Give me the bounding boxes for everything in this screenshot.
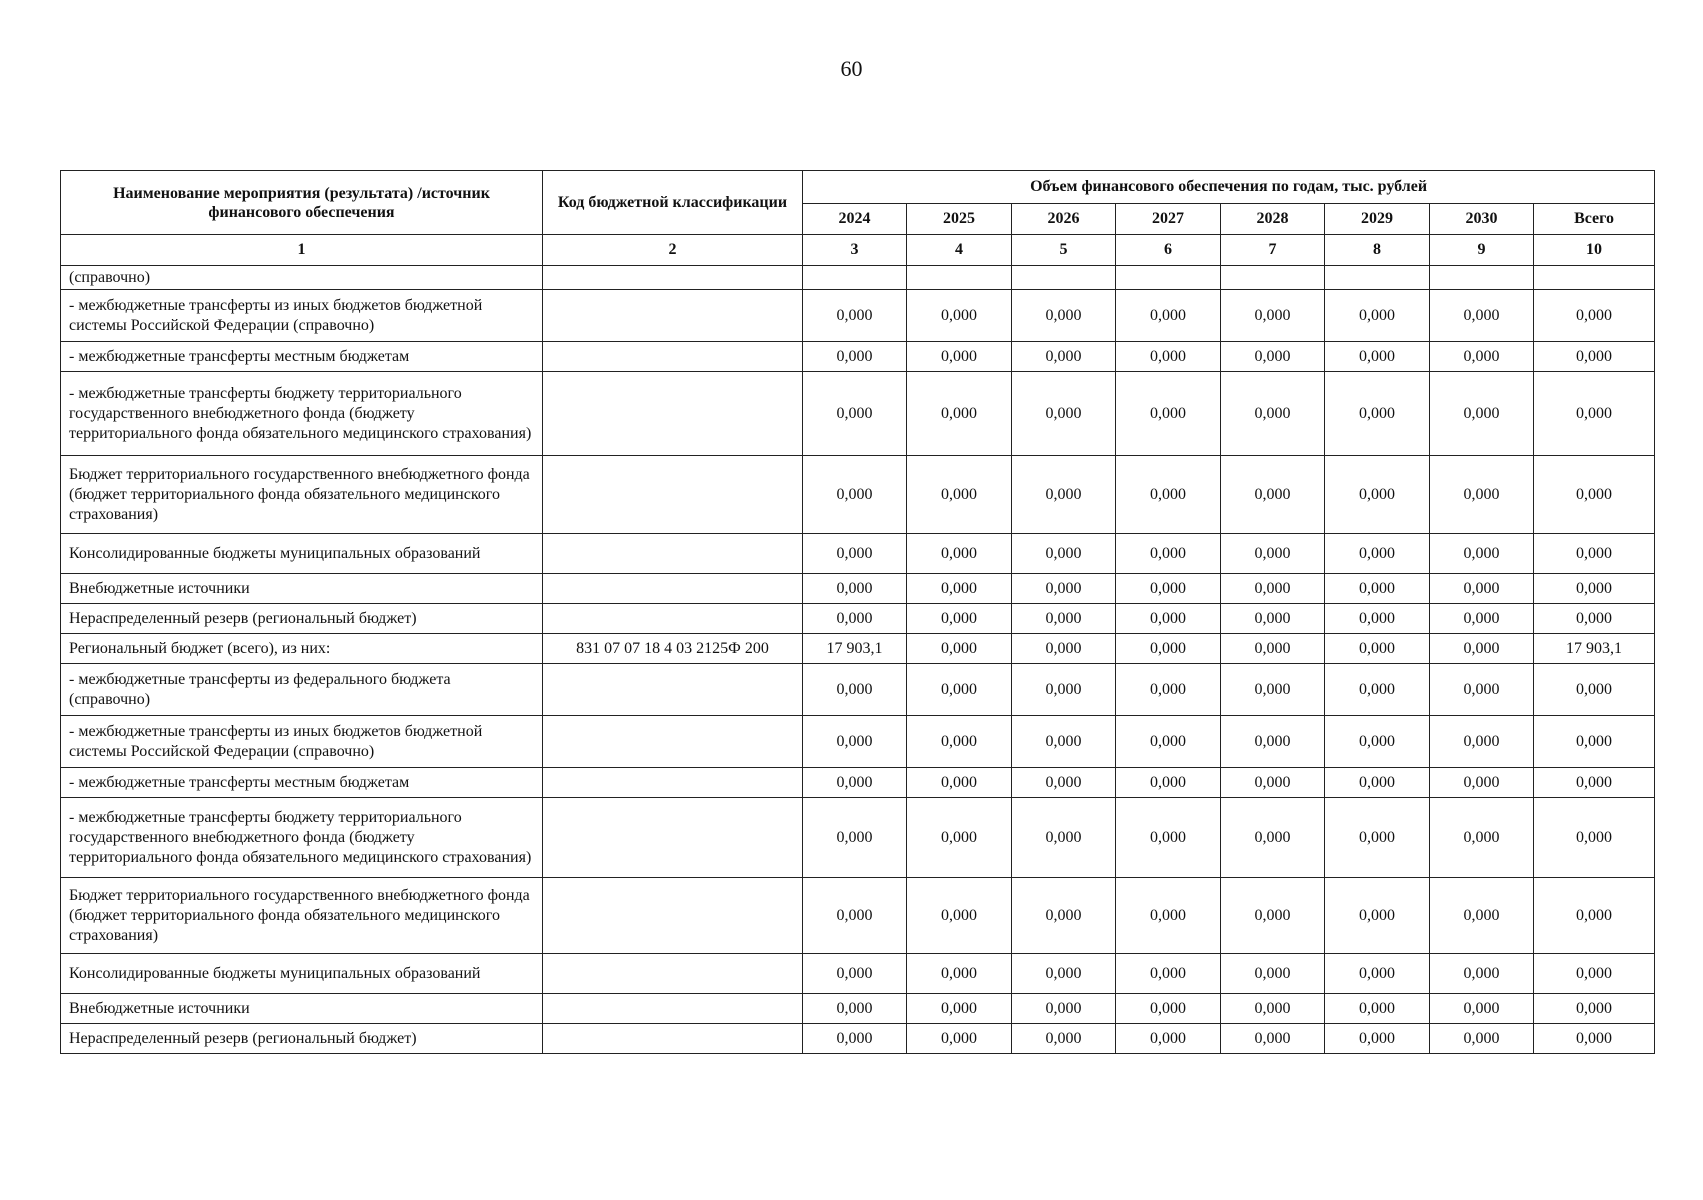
row-year-value: 0,000 xyxy=(1012,372,1116,456)
row-year-value: 0,000 xyxy=(1221,456,1325,534)
row-year-value: 0,000 xyxy=(1116,604,1221,634)
row-year-value: 17 903,1 xyxy=(803,634,907,664)
row-year-value: 0,000 xyxy=(1116,456,1221,534)
row-year-value: 0,000 xyxy=(803,604,907,634)
row-year-value xyxy=(1221,266,1325,290)
row-name: - межбюджетные трансферты местным бюджетам xyxy=(61,768,543,798)
column-index: 6 xyxy=(1116,235,1221,266)
row-year-value: 0,000 xyxy=(1430,1024,1534,1054)
row-year-value: 0,000 xyxy=(1325,1024,1430,1054)
row-year-value: 0,000 xyxy=(1325,878,1430,954)
row-year-value: 0,000 xyxy=(803,994,907,1024)
row-year-value: 0,000 xyxy=(1221,534,1325,574)
row-total-value: 0,000 xyxy=(1534,798,1655,878)
row-year-value: 0,000 xyxy=(1116,290,1221,342)
header-code: Код бюджетной классификации xyxy=(543,171,803,235)
row-name: Консолидированные бюджеты муниципальных образований xyxy=(61,534,543,574)
row-year-value: 0,000 xyxy=(1325,954,1430,994)
row-total-value: 0,000 xyxy=(1534,534,1655,574)
row-year-value: 0,000 xyxy=(907,534,1012,574)
row-year-value: 0,000 xyxy=(1430,534,1534,574)
row-name: Бюджет территориального государственного внебюджетного фонда (бюджет территориального фонда обязательного медицинского страхования) xyxy=(61,456,543,534)
row-year-value: 0,000 xyxy=(1325,574,1430,604)
row-year-value xyxy=(1012,266,1116,290)
row-name: - межбюджетные трансферты бюджету территориального государственного внебюджетного фонда (бюджету территориального фонда обязательного медицинского страхования) xyxy=(61,372,543,456)
row-year-value: 0,000 xyxy=(1325,798,1430,878)
table-row xyxy=(61,266,1655,290)
row-year-value: 0,000 xyxy=(1430,994,1534,1024)
table-row xyxy=(61,798,1655,878)
table-row xyxy=(61,574,1655,604)
row-year-value xyxy=(1325,266,1430,290)
row-year-value: 0,000 xyxy=(803,290,907,342)
row-year-value xyxy=(907,266,1012,290)
row-code xyxy=(543,604,803,634)
row-year-value: 0,000 xyxy=(1325,372,1430,456)
row-year-value: 0,000 xyxy=(1012,994,1116,1024)
table-row xyxy=(61,664,1655,716)
row-total-value: 0,000 xyxy=(1534,664,1655,716)
row-year-value: 0,000 xyxy=(1116,716,1221,768)
row-year-value: 0,000 xyxy=(907,954,1012,994)
row-year-value: 0,000 xyxy=(1012,664,1116,716)
row-total-value: 0,000 xyxy=(1534,372,1655,456)
row-code xyxy=(543,290,803,342)
row-name: Внебюджетные источники xyxy=(61,994,543,1024)
row-year-value: 0,000 xyxy=(803,798,907,878)
row-year-value xyxy=(803,266,907,290)
row-year-value: 0,000 xyxy=(1325,664,1430,716)
header-year: 2027 xyxy=(1116,204,1221,235)
table-row xyxy=(61,994,1655,1024)
row-year-value: 0,000 xyxy=(1430,634,1534,664)
row-year-value: 0,000 xyxy=(1012,768,1116,798)
table-row xyxy=(61,954,1655,994)
row-year-value: 0,000 xyxy=(1012,798,1116,878)
row-total-value: 0,000 xyxy=(1534,878,1655,954)
row-year-value: 0,000 xyxy=(1325,604,1430,634)
table-body xyxy=(61,266,1655,1054)
row-year-value: 0,000 xyxy=(1221,878,1325,954)
row-year-value: 0,000 xyxy=(1116,574,1221,604)
row-year-value: 0,000 xyxy=(1012,534,1116,574)
row-year-value: 0,000 xyxy=(1116,878,1221,954)
row-year-value: 0,000 xyxy=(803,456,907,534)
column-index: 10 xyxy=(1534,235,1655,266)
row-name: - межбюджетные трансферты местным бюджетам xyxy=(61,342,543,372)
row-year-value: 0,000 xyxy=(1116,342,1221,372)
row-total-value: 0,000 xyxy=(1534,716,1655,768)
row-code xyxy=(543,456,803,534)
row-year-value: 0,000 xyxy=(1221,994,1325,1024)
row-year-value: 0,000 xyxy=(907,994,1012,1024)
row-total-value: 0,000 xyxy=(1534,954,1655,994)
row-code xyxy=(543,716,803,768)
row-name: Региональный бюджет (всего), из них: xyxy=(61,634,543,664)
header-year: 2028 xyxy=(1221,204,1325,235)
row-year-value: 0,000 xyxy=(907,1024,1012,1054)
row-year-value: 0,000 xyxy=(1116,954,1221,994)
row-code xyxy=(543,994,803,1024)
row-year-value: 0,000 xyxy=(1221,664,1325,716)
row-name: Бюджет территориального государственного внебюджетного фонда (бюджет территориального фонда обязательного медицинского страхования) xyxy=(61,878,543,954)
row-code xyxy=(543,372,803,456)
row-year-value: 0,000 xyxy=(803,878,907,954)
header-year: 2029 xyxy=(1325,204,1430,235)
row-total-value: 0,000 xyxy=(1534,574,1655,604)
row-year-value: 0,000 xyxy=(907,574,1012,604)
row-year-value: 0,000 xyxy=(1325,994,1430,1024)
row-year-value: 0,000 xyxy=(1430,664,1534,716)
row-total-value: 0,000 xyxy=(1534,604,1655,634)
row-year-value: 0,000 xyxy=(1325,342,1430,372)
column-index: 8 xyxy=(1325,235,1430,266)
row-year-value: 0,000 xyxy=(1221,798,1325,878)
row-year-value: 0,000 xyxy=(1221,768,1325,798)
row-year-value: 0,000 xyxy=(1325,634,1430,664)
row-year-value: 0,000 xyxy=(907,342,1012,372)
table-row xyxy=(61,342,1655,372)
row-total-value: 17 903,1 xyxy=(1534,634,1655,664)
row-name: - межбюджетные трансферты из иных бюджетов бюджетной системы Российской Федерации (справочно) xyxy=(61,716,543,768)
row-year-value: 0,000 xyxy=(1116,372,1221,456)
row-name: - межбюджетные трансферты из иных бюджетов бюджетной системы Российской Федерации (справочно) xyxy=(61,290,543,342)
financing-table xyxy=(60,170,1655,1054)
row-year-value: 0,000 xyxy=(803,372,907,456)
row-total-value: 0,000 xyxy=(1534,290,1655,342)
row-year-value: 0,000 xyxy=(803,954,907,994)
row-year-value: 0,000 xyxy=(803,342,907,372)
row-year-value: 0,000 xyxy=(907,456,1012,534)
row-total-value: 0,000 xyxy=(1534,1024,1655,1054)
row-year-value: 0,000 xyxy=(803,716,907,768)
row-code xyxy=(543,954,803,994)
row-year-value: 0,000 xyxy=(1430,954,1534,994)
row-total-value: 0,000 xyxy=(1534,342,1655,372)
row-year-value: 0,000 xyxy=(1221,342,1325,372)
header-year: 2026 xyxy=(1012,204,1116,235)
row-name: (справочно) xyxy=(61,266,543,290)
row-year-value: 0,000 xyxy=(803,534,907,574)
column-index: 2 xyxy=(543,235,803,266)
row-year-value: 0,000 xyxy=(1221,290,1325,342)
row-year-value: 0,000 xyxy=(803,1024,907,1054)
row-total-value: 0,000 xyxy=(1534,768,1655,798)
row-code xyxy=(543,266,803,290)
table-row xyxy=(61,456,1655,534)
row-year-value: 0,000 xyxy=(1430,372,1534,456)
row-year-value: 0,000 xyxy=(1221,372,1325,456)
row-year-value: 0,000 xyxy=(1116,634,1221,664)
table-row xyxy=(61,604,1655,634)
row-year-value: 0,000 xyxy=(1325,768,1430,798)
column-index: 3 xyxy=(803,235,907,266)
row-year-value: 0,000 xyxy=(1325,290,1430,342)
column-index: 4 xyxy=(907,235,1012,266)
column-index: 9 xyxy=(1430,235,1534,266)
row-year-value: 0,000 xyxy=(1221,954,1325,994)
row-year-value: 0,000 xyxy=(1221,604,1325,634)
row-year-value: 0,000 xyxy=(907,604,1012,634)
table-row xyxy=(61,1024,1655,1054)
row-code xyxy=(543,342,803,372)
row-year-value: 0,000 xyxy=(1221,1024,1325,1054)
row-code xyxy=(543,574,803,604)
row-year-value: 0,000 xyxy=(907,878,1012,954)
row-year-value: 0,000 xyxy=(1012,342,1116,372)
header-year: 2024 xyxy=(803,204,907,235)
column-index: 5 xyxy=(1012,235,1116,266)
row-year-value: 0,000 xyxy=(1012,1024,1116,1054)
row-year-value: 0,000 xyxy=(1012,716,1116,768)
table-row xyxy=(61,534,1655,574)
header-row-index xyxy=(61,235,1655,266)
row-year-value: 0,000 xyxy=(1116,994,1221,1024)
row-year-value: 0,000 xyxy=(1430,342,1534,372)
row-year-value: 0,000 xyxy=(907,634,1012,664)
row-year-value: 0,000 xyxy=(1116,768,1221,798)
row-year-value: 0,000 xyxy=(1430,604,1534,634)
row-code xyxy=(543,798,803,878)
row-year-value: 0,000 xyxy=(1116,1024,1221,1054)
row-year-value: 0,000 xyxy=(1430,798,1534,878)
row-code xyxy=(543,768,803,798)
page-number: 60 xyxy=(840,56,863,81)
row-year-value: 0,000 xyxy=(1430,878,1534,954)
row-total-value: 0,000 xyxy=(1534,456,1655,534)
row-year-value: 0,000 xyxy=(1012,290,1116,342)
row-name: Внебюджетные источники xyxy=(61,574,543,604)
row-year-value: 0,000 xyxy=(803,574,907,604)
row-name: Нераспределенный резерв (региональный бюджет) xyxy=(61,604,543,634)
header-row-group xyxy=(61,171,1655,204)
table-row xyxy=(61,372,1655,456)
row-year-value: 0,000 xyxy=(1012,954,1116,994)
row-year-value: 0,000 xyxy=(907,372,1012,456)
row-year-value: 0,000 xyxy=(1221,574,1325,604)
row-year-value: 0,000 xyxy=(1012,574,1116,604)
row-year-value: 0,000 xyxy=(1012,604,1116,634)
row-year-value: 0,000 xyxy=(1116,798,1221,878)
header-volume: Объем финансового обеспечения по годам, тыс. рублей xyxy=(803,171,1655,204)
row-year-value: 0,000 xyxy=(1325,534,1430,574)
header-name: Наименование мероприятия (результата) /источник финансового обеспечения xyxy=(61,171,543,235)
row-name: - межбюджетные трансферты из федерального бюджета (справочно) xyxy=(61,664,543,716)
table-row xyxy=(61,716,1655,768)
row-year-value: 0,000 xyxy=(1012,634,1116,664)
header-total: Всего xyxy=(1534,204,1655,235)
row-year-value: 0,000 xyxy=(1430,456,1534,534)
row-year-value: 0,000 xyxy=(803,768,907,798)
header-year: 2030 xyxy=(1430,204,1534,235)
row-year-value: 0,000 xyxy=(1012,878,1116,954)
row-code xyxy=(543,1024,803,1054)
table-row xyxy=(61,634,1655,664)
row-year-value: 0,000 xyxy=(1325,716,1430,768)
row-total-value: 0,000 xyxy=(1534,994,1655,1024)
row-year-value: 0,000 xyxy=(1430,768,1534,798)
row-year-value: 0,000 xyxy=(1012,456,1116,534)
row-year-value: 0,000 xyxy=(907,768,1012,798)
row-year-value: 0,000 xyxy=(1221,716,1325,768)
row-year-value xyxy=(1116,266,1221,290)
row-year-value: 0,000 xyxy=(803,664,907,716)
row-year-value: 0,000 xyxy=(907,716,1012,768)
row-year-value: 0,000 xyxy=(1221,634,1325,664)
row-code xyxy=(543,878,803,954)
header-year: 2025 xyxy=(907,204,1012,235)
row-year-value: 0,000 xyxy=(907,798,1012,878)
row-name: Консолидированные бюджеты муниципальных образований xyxy=(61,954,543,994)
row-year-value: 0,000 xyxy=(1116,534,1221,574)
row-year-value: 0,000 xyxy=(1430,716,1534,768)
column-index: 1 xyxy=(61,235,543,266)
row-year-value xyxy=(1430,266,1534,290)
row-code: 831 07 07 18 4 03 2125Ф 200 xyxy=(543,634,803,664)
row-name: Нераспределенный резерв (региональный бюджет) xyxy=(61,1024,543,1054)
column-index: 7 xyxy=(1221,235,1325,266)
row-year-value: 0,000 xyxy=(1116,664,1221,716)
row-code xyxy=(543,664,803,716)
row-year-value: 0,000 xyxy=(1430,290,1534,342)
row-code xyxy=(543,534,803,574)
row-total-value xyxy=(1534,266,1655,290)
row-year-value: 0,000 xyxy=(907,290,1012,342)
row-year-value: 0,000 xyxy=(907,664,1012,716)
table-row xyxy=(61,768,1655,798)
row-year-value: 0,000 xyxy=(1430,574,1534,604)
table-row xyxy=(61,878,1655,954)
row-name: - межбюджетные трансферты бюджету территориального государственного внебюджетного фонда (бюджету территориального фонда обязательного медицинского страхования) xyxy=(61,798,543,878)
table-row xyxy=(61,290,1655,342)
row-year-value: 0,000 xyxy=(1325,456,1430,534)
